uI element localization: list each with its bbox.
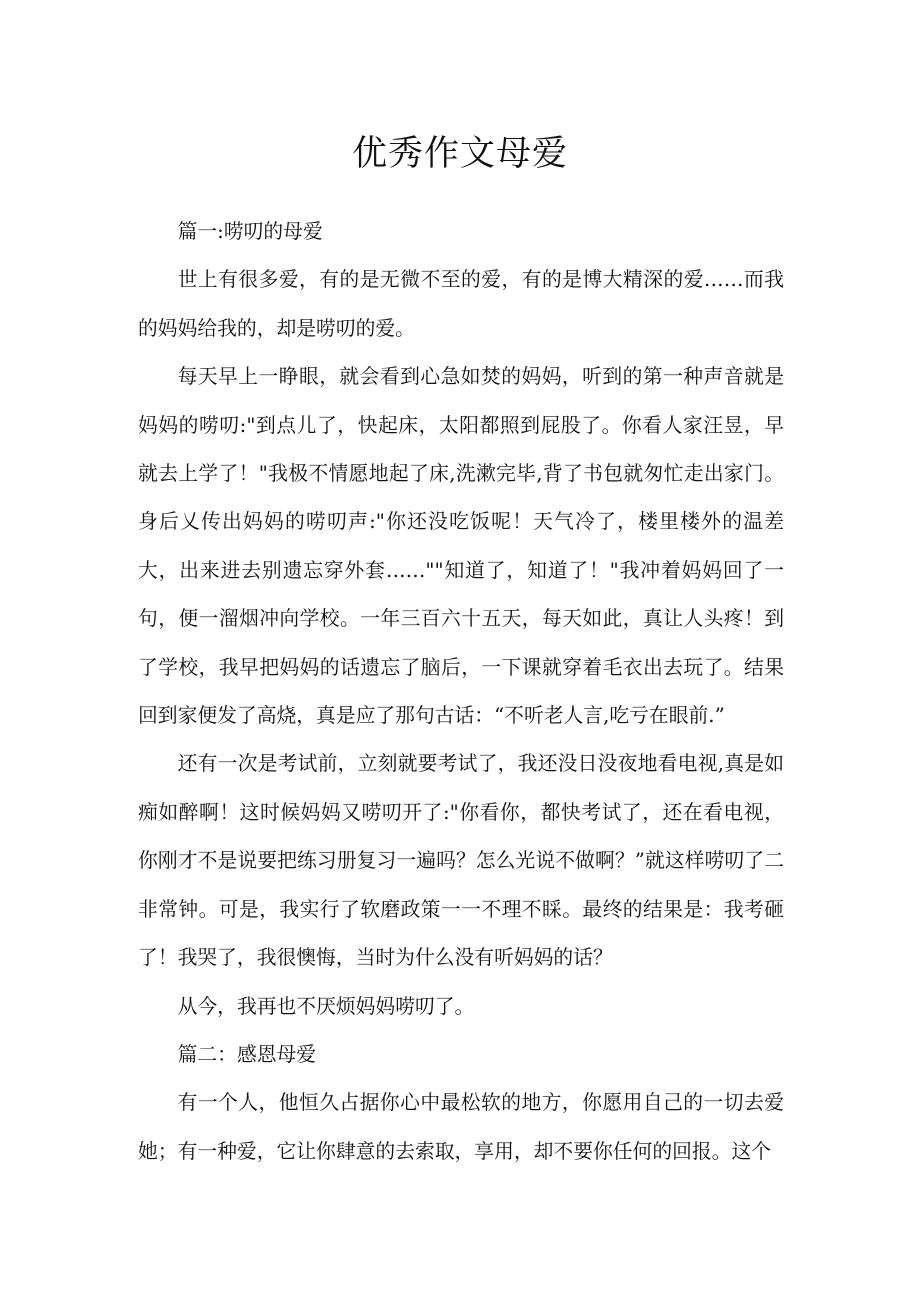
document-body bbox=[138, 208, 784, 1176]
document-title: 优秀作文母爱 bbox=[351, 134, 568, 174]
paragraph: 还有一次是考试前，立刻就要考试了，我还没日没夜地看电视,真是如痴如醉啊！这时候妈妈又唠叨开了:"你看你，都快考试了，还在看电视，你刚才不是说要把练习册复习一遍吗？怎么光说不做啊？”就这样唠叨了二非常钟。可是，我实行了软磨政策一一不理不睬。最终的结果是：我考砸了！我哭了，我很懊悔，当时为什么没有听妈妈的话？ bbox=[138, 752, 784, 970]
paragraph: 每天早上一睁眼，就会看到心急如焚的妈妈，听到的第一种声音就是妈妈的唠叨:"到点儿了，快起床，太阳都照到屁股了。你看人家汪昱，早就去上学了！"我极不情愿地起了床,洗漱完毕,背了书包就匆忙走出家门。身后乂传出妈妈的唠叨声:"你还没吃饭呢！天气冷了，楼里楼外的温差大，出来进去别遗忘穿外套……""知道了，知道了！"我冲着妈妈回了一句，便一溜烟冲向学校。一年三百六十五天，每天如此，真让人头疼！到了学校，我早把妈妈的话遗忘了脑后，一下课就穿着毛衣出去玩了。结果回到家便发了高烧，真是应了那句古话：“不听老人言,吃亏在眼前.” bbox=[138, 365, 784, 728]
paragraph: 从今，我再也不厌烦妈妈唠叨了。 bbox=[177, 994, 475, 1018]
section-heading-1: 篇一:唠叨的母爱 bbox=[177, 220, 323, 243]
section-heading-2: 篇二：感恩母爱 bbox=[177, 1042, 317, 1066]
paragraph: 有一个人，他恒久占据你心中最松软的地方，你愿用自己的一切去爱她；有一种爱，它让你肆意的去索取，享用，却不要你任何的回报。这个 bbox=[138, 1091, 784, 1163]
paragraph: 世上有很多爱，有的是无微不至的爱，有的是博大精深的爱……而我的妈妈给我的，却是唠叨的爱。 bbox=[138, 268, 784, 340]
